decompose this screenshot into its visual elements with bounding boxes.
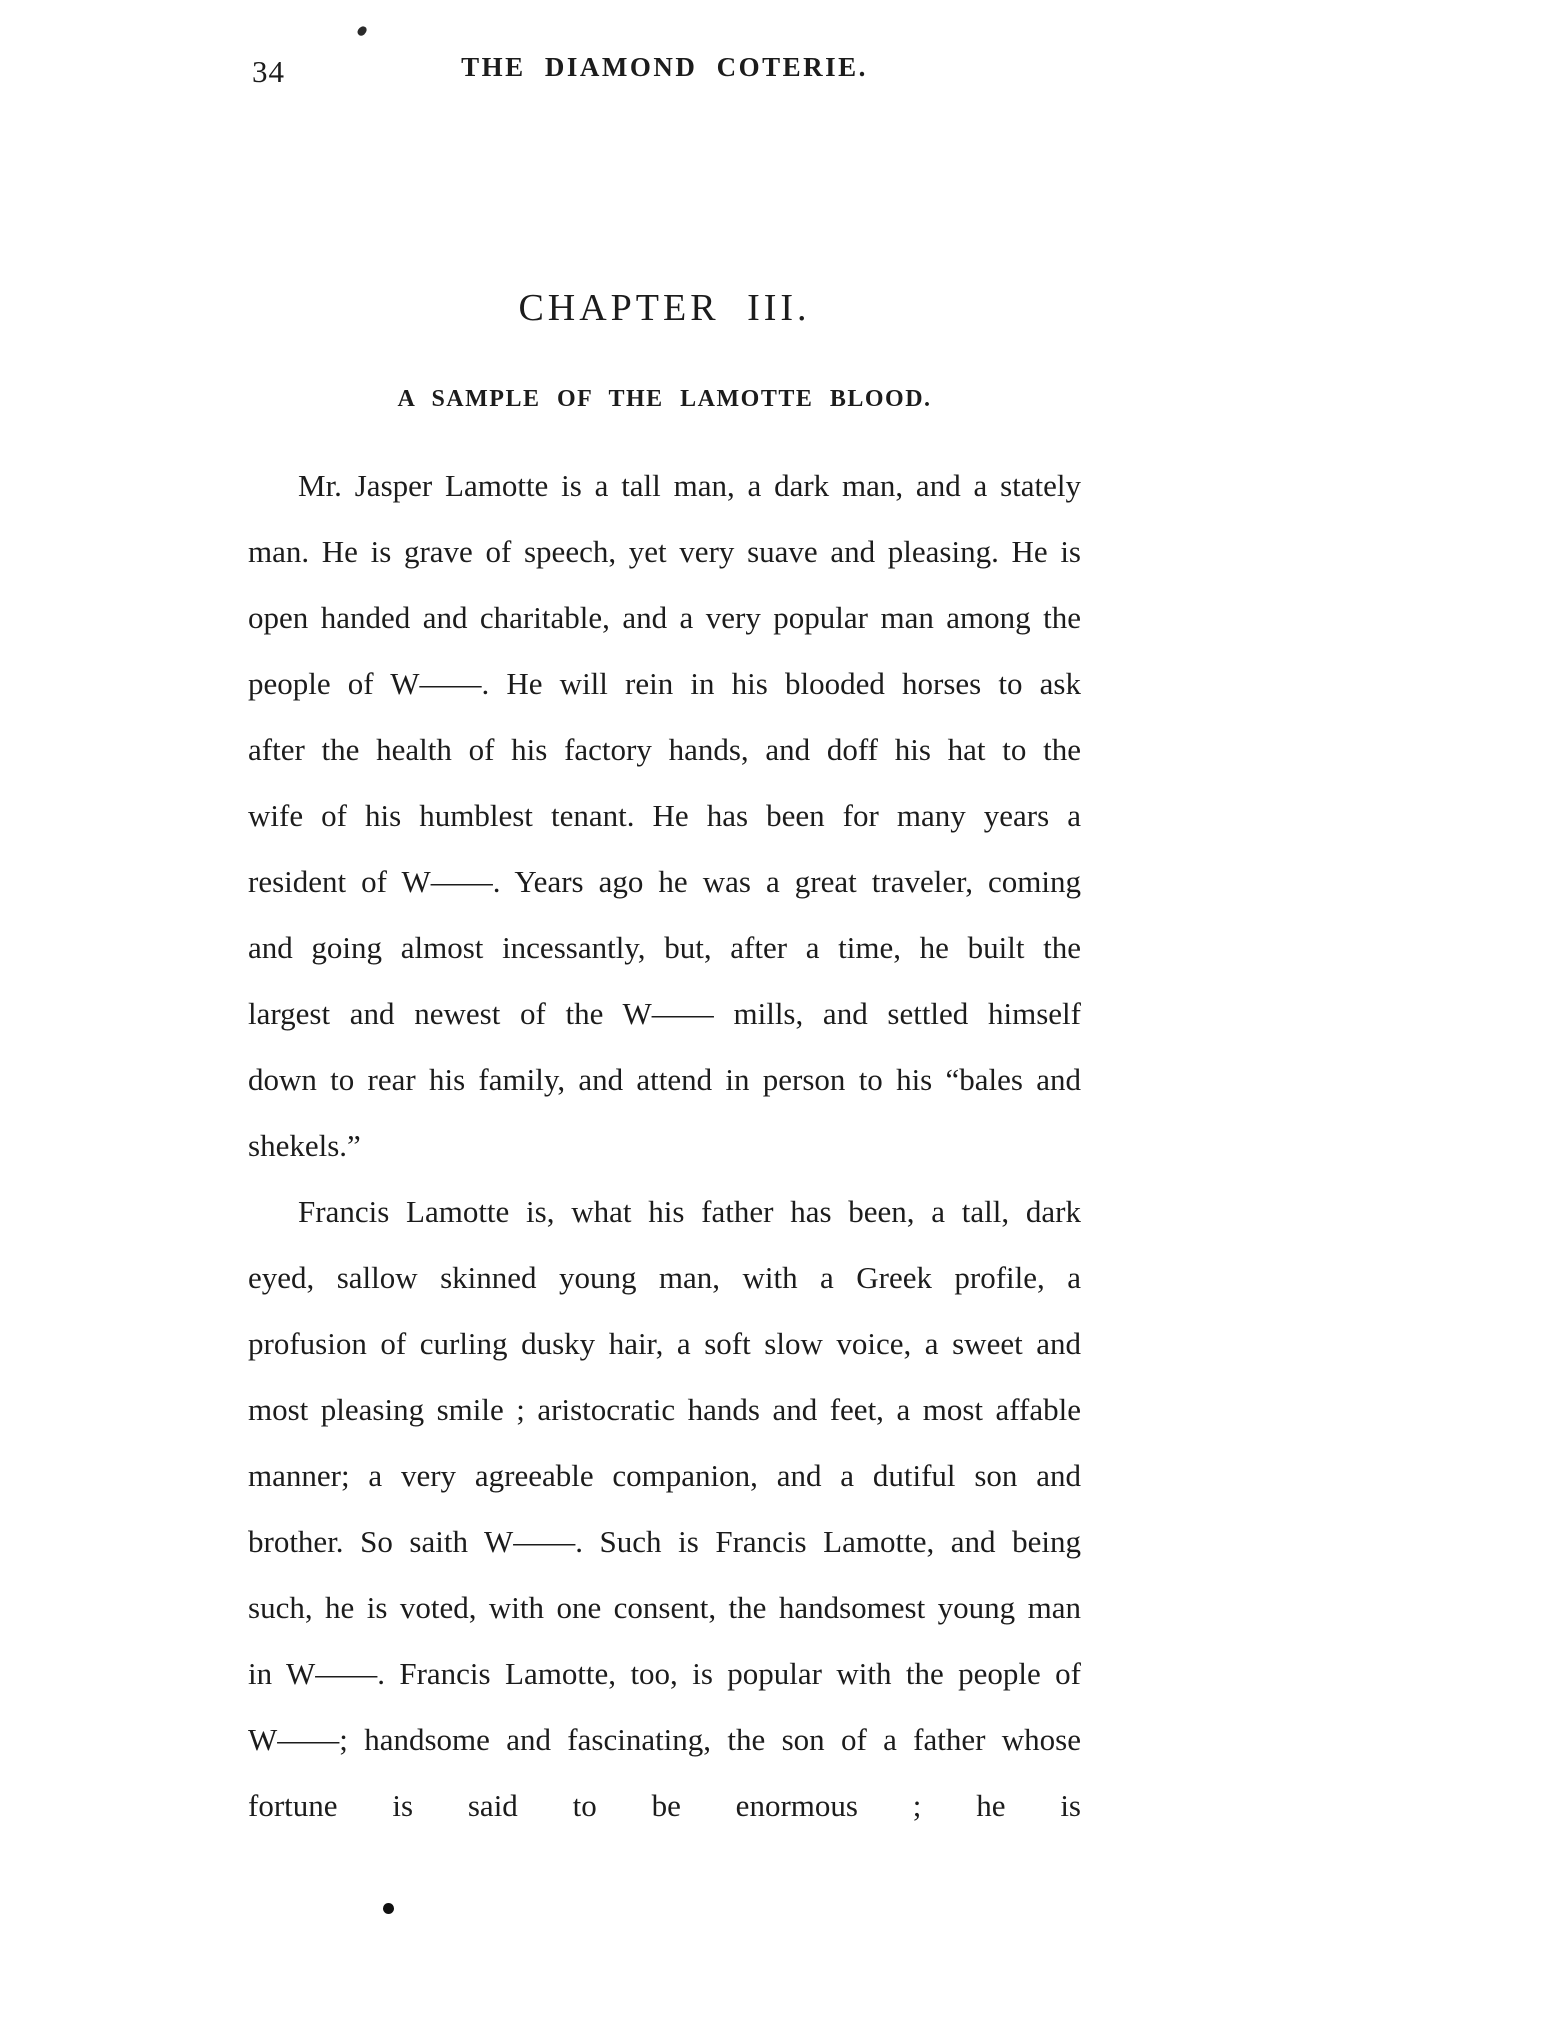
paragraph-francis-lamotte: Francis Lamotte is, what his father has been, a tall, dark eyed, sallow skinned young man, with a Greek profile, a profusion of curling dusky hair, a soft slow voice, a sweet and most pleasing smile ; aristocratic hands and feet, a most affable manner; a very agreeable companion, and a dutiful son and brother. So saith W——. Such is Francis Lamotte, and being such, he is voted, with one consent, the handsomest young man in W——. Francis Lamotte, too, is popular with the people of W——; handsome and fascinating, the son of a father whose fortune is said to be enormous ; he is <box>248 1194 1081 1823</box>
ink-spot-artifact <box>383 1903 394 1914</box>
running-header <box>248 52 1081 92</box>
chapter-title: CHAPTER III. <box>518 287 811 329</box>
body-text <box>248 453 1081 1839</box>
text-block <box>248 286 1081 1839</box>
chapter-subtitle: A SAMPLE OF THE LAMOTTE BLOOD. <box>397 386 932 412</box>
running-head-title: THE DIAMOND COTERIE. <box>461 52 868 82</box>
page-number: 34 <box>252 54 285 89</box>
speck-artifact <box>356 25 368 38</box>
paragraph-jasper-lamotte: Mr. Jasper Lamotte is a tall man, a dark man, and a stately man. He is grave of speech, yet very suave and pleasing. He is open handed and charitable, and a very popular man among the people of W——. He will rein in his blooded horses to ask after the health of his factory hands, and doff his hat to the wife of his humblest tenant. He has been for many years a resident of W——. Years ago he was a great traveler, coming and going almost incessantly, but, after a time, he built the largest and newest of the W—— mills, and settled himself down to rear his family, and attend in person to his “bales and shekels.” <box>248 468 1081 1163</box>
